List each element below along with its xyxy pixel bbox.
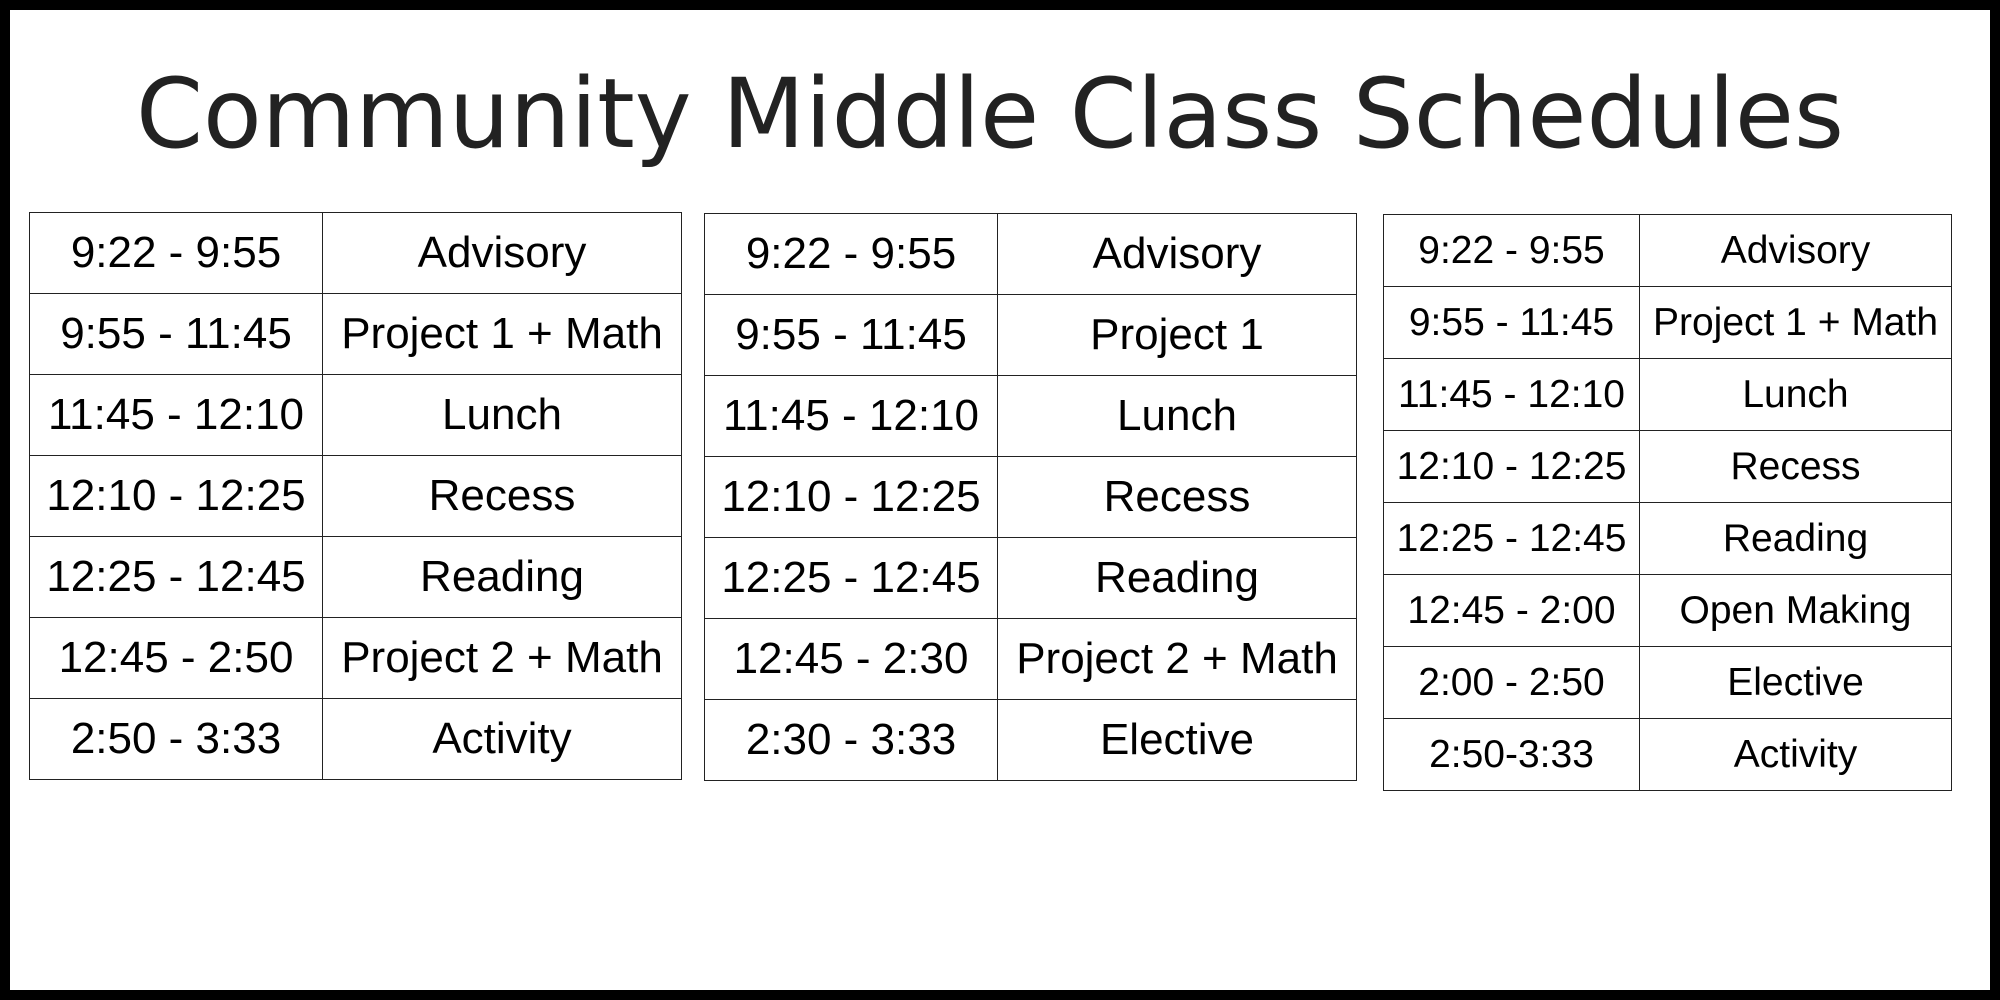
page-title: Community Middle Class Schedules (136, 58, 1844, 170)
activity-cell: Project 1 (998, 295, 1357, 376)
schedule-row (705, 619, 1357, 700)
time-cell: 12:10 - 12:25 (30, 456, 323, 537)
time-cell: 12:45 - 2:50 (30, 618, 323, 699)
activity-cell: Advisory (1640, 215, 1952, 287)
activity-cell: Project 1 + Math (323, 294, 682, 375)
activity-cell: Elective (998, 700, 1357, 781)
activity-cell: Recess (1640, 431, 1952, 503)
activity-cell: Elective (1640, 647, 1952, 719)
time-cell: 12:25 - 12:45 (705, 538, 998, 619)
activity-cell: Activity (323, 699, 682, 780)
schedule-row (30, 618, 682, 699)
schedule-body-3 (1384, 215, 1952, 791)
schedule-row (1384, 287, 1952, 359)
time-cell: 9:55 - 11:45 (30, 294, 323, 375)
schedule-row (30, 375, 682, 456)
activity-cell: Lunch (998, 376, 1357, 457)
time-cell: 12:45 - 2:00 (1384, 575, 1640, 647)
time-cell: 12:25 - 12:45 (30, 537, 323, 618)
time-cell: 2:00 - 2:50 (1384, 647, 1640, 719)
time-cell: 12:10 - 12:25 (705, 457, 998, 538)
activity-cell: Reading (998, 538, 1357, 619)
activity-cell: Lunch (323, 375, 682, 456)
schedule-row (30, 213, 682, 294)
schedule-row (705, 295, 1357, 376)
time-cell: 9:55 - 11:45 (1384, 287, 1640, 359)
time-cell: 9:22 - 9:55 (30, 213, 323, 294)
schedule-row (1384, 359, 1952, 431)
activity-cell: Recess (998, 457, 1357, 538)
activity-cell: Project 1 + Math (1640, 287, 1952, 359)
activity-cell: Project 2 + Math (998, 619, 1357, 700)
schedule-row (705, 457, 1357, 538)
schedule-row (705, 214, 1357, 295)
activity-cell: Activity (1640, 719, 1952, 791)
time-cell: 9:55 - 11:45 (705, 295, 998, 376)
schedule-row (1384, 647, 1952, 719)
schedule-row (705, 700, 1357, 781)
schedule-table-3 (1383, 214, 1952, 791)
activity-cell: Advisory (323, 213, 682, 294)
time-cell: 11:45 - 12:10 (30, 375, 323, 456)
time-cell: 12:45 - 2:30 (705, 619, 998, 700)
time-cell: 9:22 - 9:55 (1384, 215, 1640, 287)
schedule-row (1384, 431, 1952, 503)
activity-cell: Project 2 + Math (323, 618, 682, 699)
time-cell: 11:45 - 12:10 (705, 376, 998, 457)
time-cell: 2:50 - 3:33 (30, 699, 323, 780)
activity-cell: Lunch (1640, 359, 1952, 431)
schedule-row (705, 538, 1357, 619)
activity-cell: Recess (323, 456, 682, 537)
schedule-row (705, 376, 1357, 457)
schedule-row (30, 456, 682, 537)
schedule-row (30, 537, 682, 618)
activity-cell: Open Making (1640, 575, 1952, 647)
activity-cell: Reading (323, 537, 682, 618)
schedule-row (1384, 719, 1952, 791)
schedule-row (1384, 575, 1952, 647)
time-cell: 2:50-3:33 (1384, 719, 1640, 791)
schedule-body-1 (30, 213, 682, 780)
schedule-row (1384, 503, 1952, 575)
schedule-body-2 (705, 214, 1357, 781)
time-cell: 9:22 - 9:55 (705, 214, 998, 295)
schedule-row (1384, 215, 1952, 287)
time-cell: 12:10 - 12:25 (1384, 431, 1640, 503)
time-cell: 12:25 - 12:45 (1384, 503, 1640, 575)
schedule-table-1 (29, 212, 682, 780)
activity-cell: Advisory (998, 214, 1357, 295)
time-cell: 11:45 - 12:10 (1384, 359, 1640, 431)
activity-cell: Reading (1640, 503, 1952, 575)
schedule-row (30, 294, 682, 375)
schedule-row (30, 699, 682, 780)
schedule-table-2 (704, 213, 1357, 781)
time-cell: 2:30 - 3:33 (705, 700, 998, 781)
